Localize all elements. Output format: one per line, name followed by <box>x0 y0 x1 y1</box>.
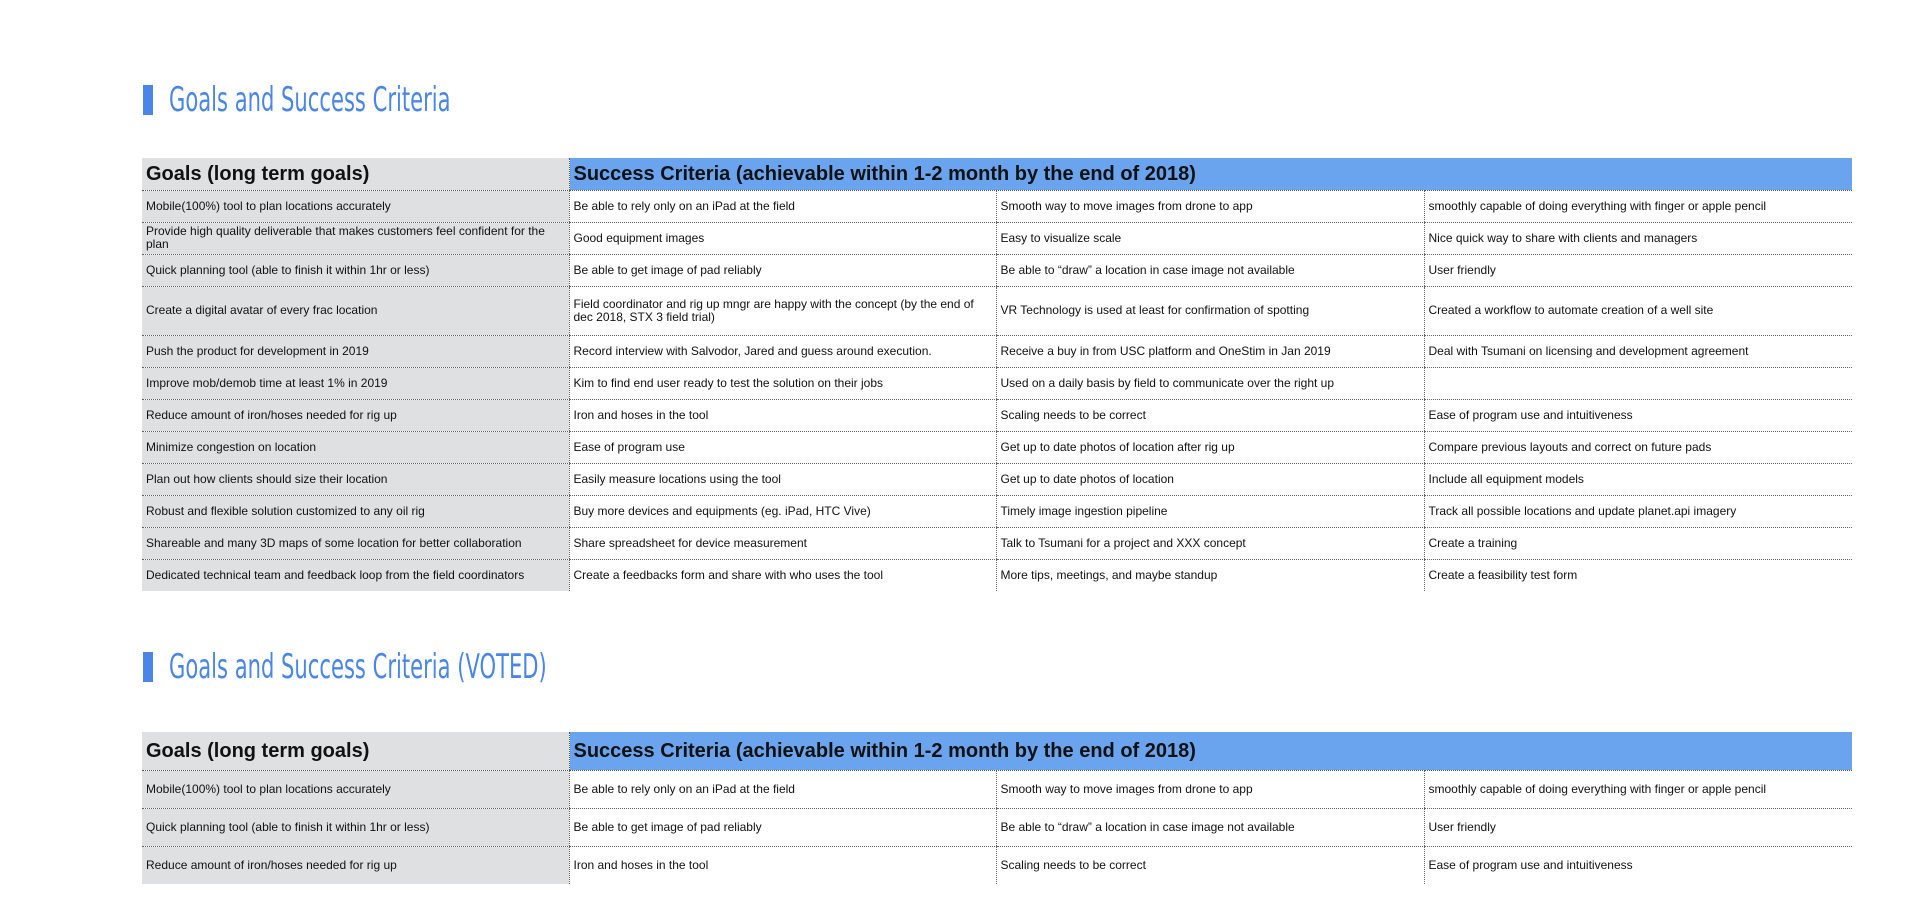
table-row <box>142 495 1852 527</box>
goal-cell: Push the product for development in 2019 <box>142 335 569 367</box>
criteria-cell: Created a workflow to automate creation of a well site <box>1424 286 1852 335</box>
goal-cell: Quick planning tool (able to finish it within 1hr or less) <box>142 808 569 846</box>
table-row <box>142 399 1852 431</box>
criteria-cell: Used on a daily basis by field to communicate over the right up <box>996 367 1424 399</box>
criteria-cell: Track all possible locations and update planet.api imagery <box>1424 495 1852 527</box>
goal-cell: Plan out how clients should size their location <box>142 463 569 495</box>
goal-cell: Shareable and many 3D maps of some location for better collaboration <box>142 527 569 559</box>
criteria-cell: Nice quick way to share with clients and managers <box>1424 222 1852 254</box>
goal-cell: Dedicated technical team and feedback loop from the field coordinators <box>142 559 569 591</box>
table-row <box>142 559 1852 591</box>
goals-column-header: Goals (long term goals) <box>142 158 569 190</box>
criteria-cell: Be able to “draw” a location in case image not available <box>996 254 1424 286</box>
criteria-cell: Ease of program use <box>569 431 996 463</box>
criteria-column-header: Success Criteria (achievable within 1-2 month by the end of 2018) <box>569 732 1852 770</box>
goal-cell: Mobile(100%) tool to plan locations accurately <box>142 190 569 222</box>
title-accent-bar <box>143 652 153 682</box>
criteria-cell: Be able to get image of pad reliably <box>569 254 996 286</box>
criteria-cell: Be able to get image of pad reliably <box>569 808 996 846</box>
criteria-cell <box>1424 367 1852 399</box>
criteria-cell: Get up to date photos of location after rig up <box>996 431 1424 463</box>
criteria-cell: Get up to date photos of location <box>996 463 1424 495</box>
criteria-cell: Easily measure locations using the tool <box>569 463 996 495</box>
criteria-cell: Buy more devices and equipments (eg. iPad, HTC Vive) <box>569 495 996 527</box>
table-row <box>142 808 1852 846</box>
criteria-cell: Scaling needs to be correct <box>996 846 1424 884</box>
table-row <box>142 527 1852 559</box>
table-row <box>142 463 1852 495</box>
criteria-cell: Iron and hoses in the tool <box>569 846 996 884</box>
criteria-cell: Ease of program use and intuitiveness <box>1424 399 1852 431</box>
voted-goals-criteria-table <box>142 732 1852 884</box>
goal-cell: Reduce amount of iron/hoses needed for rig up <box>142 399 569 431</box>
goal-cell: Robust and flexible solution customized to any oil rig <box>142 495 569 527</box>
goal-cell: Provide high quality deliverable that makes customers feel confident for the plan <box>142 222 569 254</box>
criteria-cell: Be able to “draw” a location in case image not available <box>996 808 1424 846</box>
table-row <box>142 846 1852 884</box>
table-row <box>142 254 1852 286</box>
criteria-cell: smoothly capable of doing everything with finger or apple pencil <box>1424 190 1852 222</box>
criteria-cell: Smooth way to move images from drone to app <box>996 190 1424 222</box>
criteria-cell: Share spreadsheet for device measurement <box>569 527 996 559</box>
criteria-cell: Create a training <box>1424 527 1852 559</box>
table-row <box>142 286 1852 335</box>
section-title-voted <box>143 647 778 687</box>
criteria-cell: Good equipment images <box>569 222 996 254</box>
criteria-cell: Deal with Tsumani on licensing and development agreement <box>1424 335 1852 367</box>
section-title-text: Goals and Success Criteria <box>169 80 451 120</box>
criteria-cell: Kim to find end user ready to test the solution on their jobs <box>569 367 996 399</box>
criteria-cell: Field coordinator and rig up mngr are happy with the concept (by the end of dec 2018, STX 3 field trial) <box>569 286 996 335</box>
goal-cell: Reduce amount of iron/hoses needed for rig up <box>142 846 569 884</box>
title-accent-bar <box>143 85 153 115</box>
criteria-cell: Be able to rely only on an iPad at the field <box>569 190 996 222</box>
goal-cell: Mobile(100%) tool to plan locations accurately <box>142 770 569 808</box>
criteria-cell: Ease of program use and intuitiveness <box>1424 846 1852 884</box>
criteria-cell: Compare previous layouts and correct on future pads <box>1424 431 1852 463</box>
table-row <box>142 335 1852 367</box>
criteria-cell: Smooth way to move images from drone to app <box>996 770 1424 808</box>
criteria-cell: Talk to Tsumani for a project and XXX concept <box>996 527 1424 559</box>
criteria-cell: Record interview with Salvodor, Jared and guess around execution. <box>569 335 996 367</box>
goals-column-header: Goals (long term goals) <box>142 732 569 770</box>
table-row <box>142 431 1852 463</box>
table-row <box>142 367 1852 399</box>
table-row <box>142 190 1852 222</box>
criteria-cell: Create a feedbacks form and share with who uses the tool <box>569 559 996 591</box>
criteria-cell: User friendly <box>1424 254 1852 286</box>
table-row <box>142 770 1852 808</box>
table-row <box>142 222 1852 254</box>
goal-cell: Improve mob/demob time at least 1% in 2019 <box>142 367 569 399</box>
criteria-cell: Easy to visualize scale <box>996 222 1424 254</box>
criteria-cell: Scaling needs to be correct <box>996 399 1424 431</box>
criteria-cell: Timely image ingestion pipeline <box>996 495 1424 527</box>
goal-cell: Minimize congestion on location <box>142 431 569 463</box>
goals-criteria-table <box>142 158 1852 591</box>
criteria-cell: smoothly capable of doing everything with finger or apple pencil <box>1424 770 1852 808</box>
goal-cell: Quick planning tool (able to finish it within 1hr or less) <box>142 254 569 286</box>
criteria-cell: VR Technology is used at least for confirmation of spotting <box>996 286 1424 335</box>
criteria-cell: User friendly <box>1424 808 1852 846</box>
section-title <box>143 80 623 120</box>
criteria-cell: Receive a buy in from USC platform and OneStim in Jan 2019 <box>996 335 1424 367</box>
goal-cell: Create a digital avatar of every frac location <box>142 286 569 335</box>
criteria-cell: Iron and hoses in the tool <box>569 399 996 431</box>
criteria-cell: Create a feasibility test form <box>1424 559 1852 591</box>
criteria-cell: More tips, meetings, and maybe standup <box>996 559 1424 591</box>
criteria-cell: Be able to rely only on an iPad at the field <box>569 770 996 808</box>
criteria-cell: Include all equipment models <box>1424 463 1852 495</box>
section-title-text: Goals and Success Criteria (VOTED) <box>169 647 547 687</box>
criteria-column-header: Success Criteria (achievable within 1-2 month by the end of 2018) <box>569 158 1852 190</box>
